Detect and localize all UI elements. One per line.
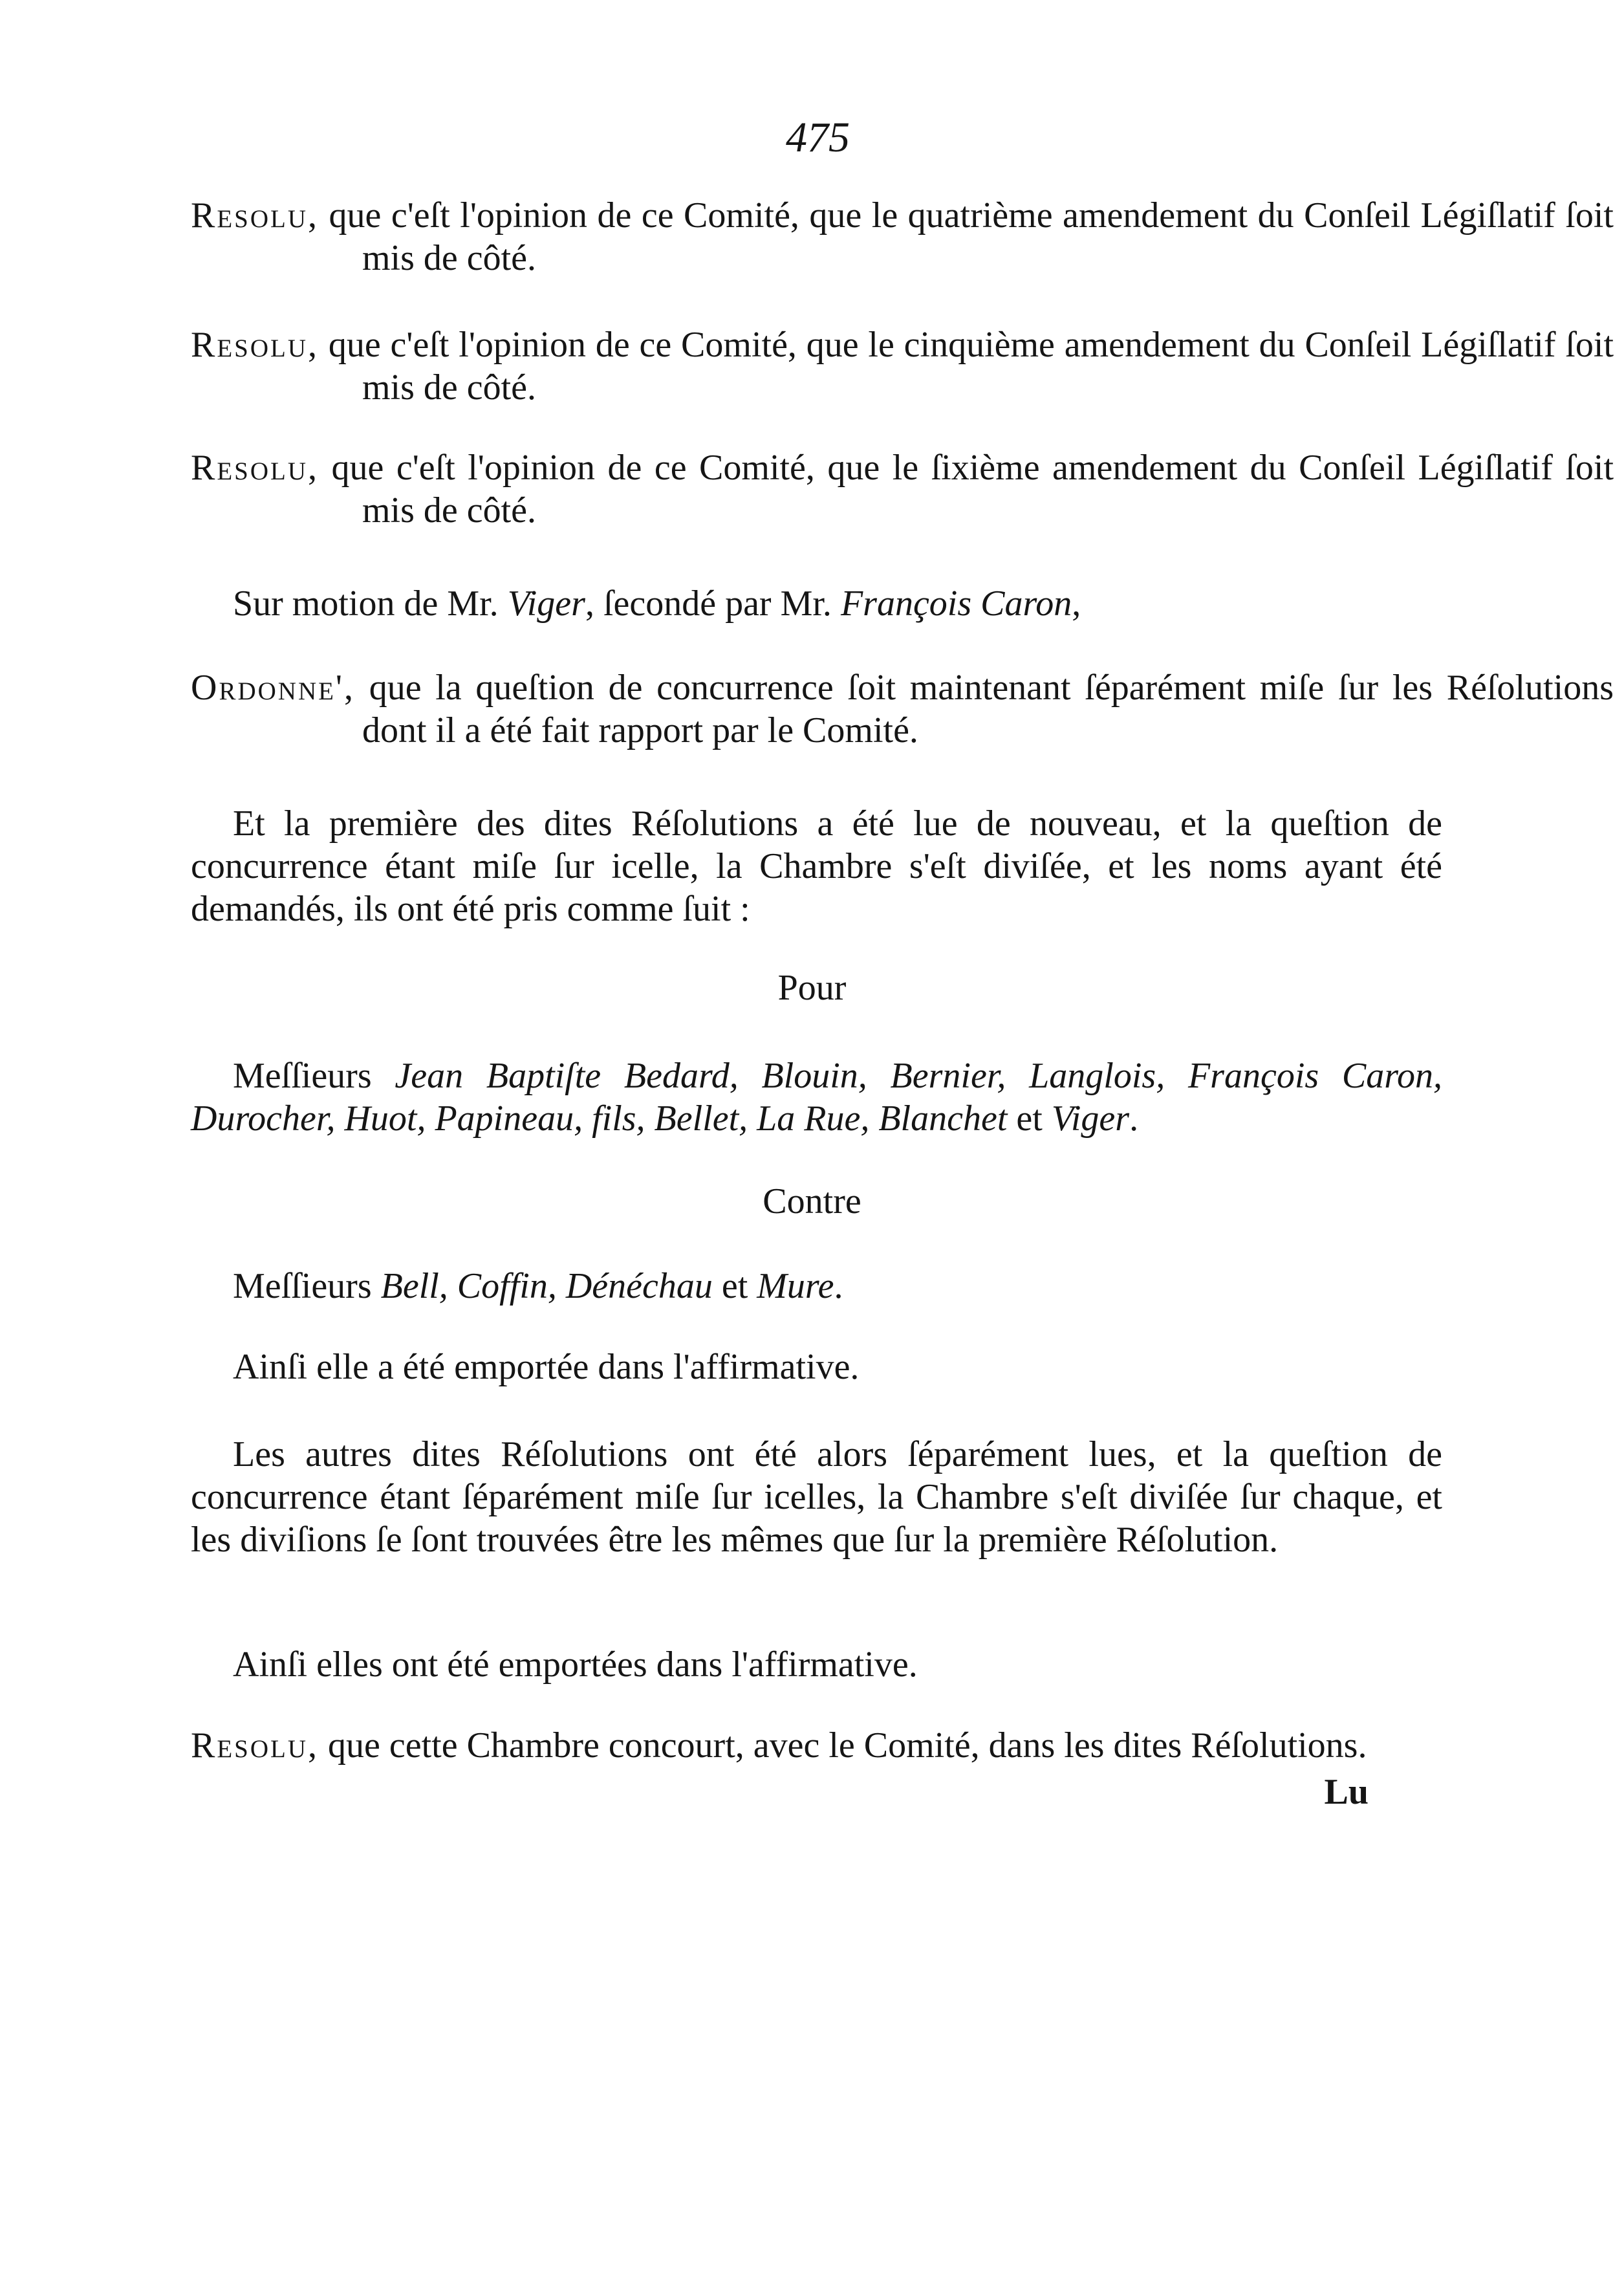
- motion-prefix: Sur motion de Mr.: [233, 584, 508, 624]
- order-text: que la queſtion de concurrence ſoit maintenant ſéparément miſe ſur les Réſolutions dont il a été fait rapport par le Comité.: [355, 668, 1614, 750]
- result-first: Ainſi elle a été emportée dans l'affirmative.: [233, 1347, 860, 1387]
- first-reading-paragraph: Et la première des dites Réſolutions a été lue de nouveau, et la queſtion de concurrence étant miſe ſur icelle, la Chambre s'eſt diviſée, et les noms ayant été demandés, ils ont été pris comme ſuit :: [191, 804, 1442, 929]
- contre-name-list: Bell, Coffin, Dénéchau: [380, 1266, 713, 1306]
- resolution-entry-4: [191, 194, 1614, 279]
- pour-name-list: Jean Baptiſte Bedard, Blouin, Bernier, Langlois, François Caron, Durocher, Huot, Papineau, fils, Bellet, La Rue, Blanchet: [191, 1056, 1443, 1139]
- motion-mover: Viger: [507, 584, 585, 624]
- pour-names: [191, 1055, 1442, 1140]
- pour-suffix: .: [1129, 1099, 1139, 1139]
- other-readings-paragraph: Les autres dites Réſolutions ont été alors ſéparément lues, et la queſtion de concurrence étant ſéparément miſe ſur icelles, la Chambre s'eſt diviſée ſur chaque, et les diviſions ſe ſont trouvées être les mêmes que ſur la première Réſolution.: [191, 1434, 1442, 1560]
- resolution-text: que c'eſt l'opinion de ce Comité, que le cinquième amendement du Conſeil Légiſlatif ſoit mis de côté.: [319, 325, 1614, 408]
- contre-heading: Contre: [763, 1181, 861, 1221]
- result-others: Ainſi elles ont été emportées dans l'affirmative.: [233, 1645, 918, 1685]
- contre-prefix: Meſſieurs: [233, 1266, 381, 1306]
- final-lead: Resolu,: [191, 1725, 319, 1766]
- motion-middle: , ſecondé par Mr.: [585, 584, 841, 624]
- pour-last-name: Viger: [1051, 1099, 1130, 1139]
- resolution-lead: Resolu,: [191, 448, 319, 488]
- contre-joiner: et: [712, 1266, 757, 1306]
- order-entry: [191, 666, 1614, 752]
- resolution-entry-6: [191, 446, 1614, 532]
- contre-last-name: Mure: [757, 1266, 834, 1306]
- pour-heading: Pour: [777, 968, 847, 1008]
- resolution-lead: Resolu,: [191, 195, 319, 235]
- motion-line: [233, 582, 1442, 625]
- motion-suffix: ,: [1072, 584, 1081, 624]
- catchword: Lu: [1324, 1772, 1369, 1812]
- pour-joiner: et: [1007, 1099, 1052, 1139]
- contre-names: [191, 1265, 1442, 1307]
- motion-seconder: François Caron: [840, 584, 1072, 624]
- page-number: 475: [786, 114, 850, 161]
- resolution-lead: Resolu,: [191, 325, 319, 365]
- final-resolution: [191, 1724, 1488, 1767]
- resolution-text: que c'eſt l'opinion de ce Comité, que le ſixième amendement du Conſeil Légiſlatif ſoit mis de côté.: [319, 448, 1614, 530]
- contre-suffix: .: [834, 1266, 843, 1306]
- order-lead: Ordonne',: [191, 668, 356, 708]
- resolution-entry-5: [191, 323, 1614, 409]
- final-text: que cette Chambre concourt, avec le Comité, dans les dites Réſolutions.: [319, 1725, 1367, 1766]
- pour-prefix: Meſſieurs: [233, 1056, 395, 1096]
- resolution-text: que c'eſt l'opinion de ce Comité, que le quatrième amendement du Conſeil Légiſlatif ſoit mis de côté.: [319, 195, 1614, 278]
